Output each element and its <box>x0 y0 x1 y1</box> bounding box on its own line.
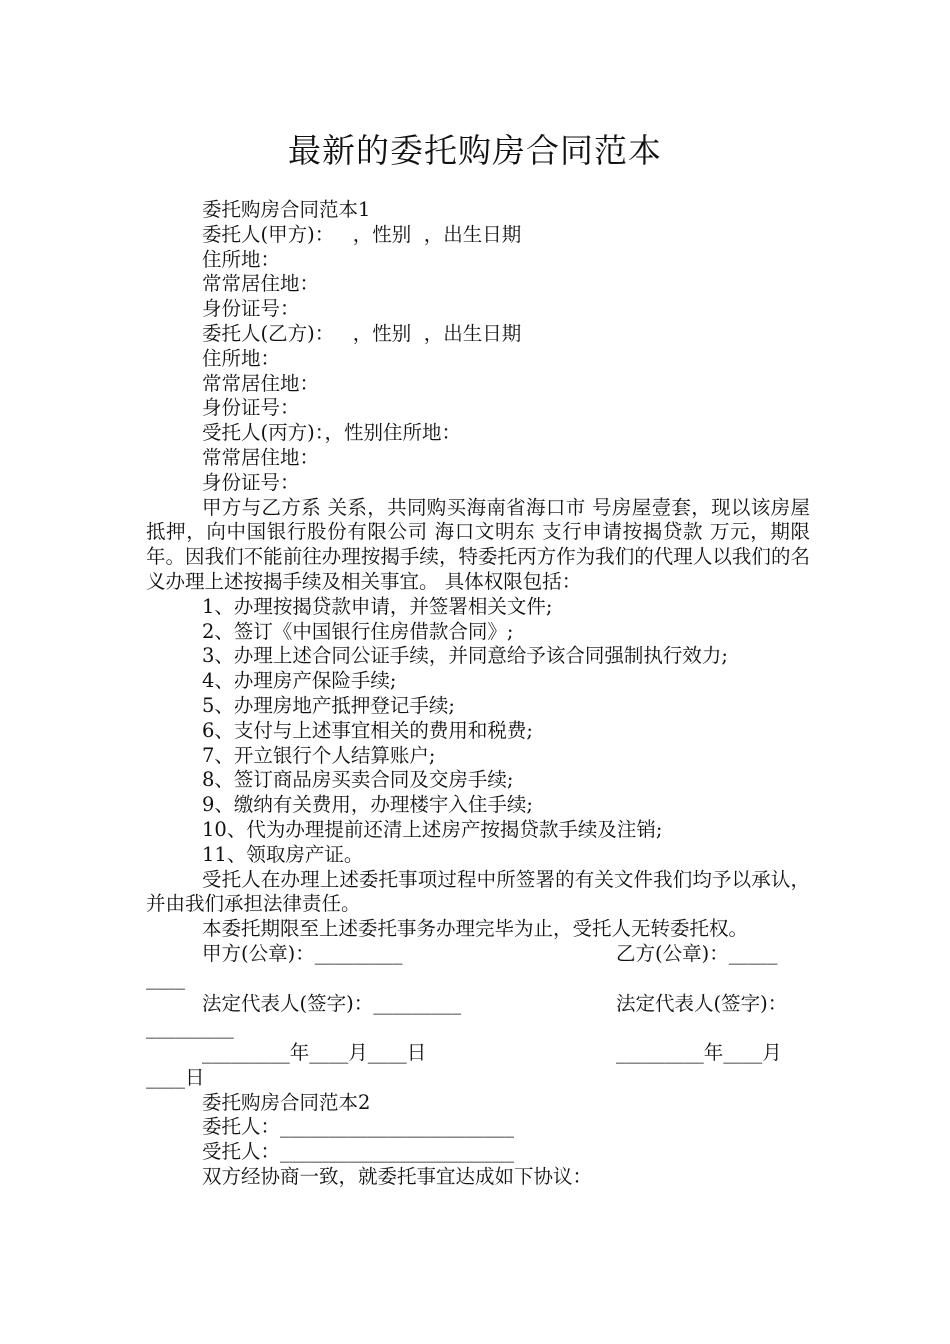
list-item: 3、办理上述合同公证手续，并同意给予该合同强制执行效力; <box>202 644 728 668</box>
seal-row <box>146 942 810 967</box>
list-item: 2、签订《中国银行住房借款合同》; <box>202 619 514 643</box>
list-item: 11、领取房产证。 <box>202 842 364 866</box>
date-row <box>146 1041 810 1066</box>
party-a-residence: 常常居住地： <box>202 272 320 296</box>
party-b-representative-tail: _________ <box>146 1016 234 1040</box>
party-c-principal: 受托人(丙方)：，性别住所地： <box>202 421 461 445</box>
party-c-residence: 常常居住地： <box>202 445 320 469</box>
party-b-seal-tail: ____ <box>146 966 185 990</box>
party-b-id: 身份证号： <box>202 396 300 420</box>
party-b-principal: 委托人(乙方)： ，性别 ，出生日期 <box>202 321 522 345</box>
list-item: 10、代为办理提前还清上述房产按揭贷款手续及注销; <box>202 817 663 841</box>
party-a-date: _________年____月____日 <box>202 1041 427 1065</box>
party-a-representative: 法定代表人(签字)：_________ <box>202 991 461 1015</box>
party-b-seal: 乙方(公章)：_____ <box>616 941 778 965</box>
agent-line: 受托人：________________________ <box>202 1140 515 1164</box>
party-b-residence: 常常居住地： <box>202 371 320 395</box>
agreement-intro: 双方经协商一致，就委托事宜达成如下协议： <box>202 1165 593 1189</box>
section-heading-1: 委托购房合同范本1 <box>202 198 371 221</box>
party-b-date: _________年____月 <box>616 1041 782 1065</box>
party-a-id: 身份证号： <box>202 297 300 321</box>
party-b-representative: 法定代表人(签字)： <box>616 991 788 1015</box>
list-item: 6、支付与上述事宜相关的费用和税费; <box>202 718 533 742</box>
party-c-id: 身份证号： <box>202 470 300 494</box>
list-item: 9、缴纳有关费用，办理楼宇入住手续; <box>202 793 533 817</box>
party-a-principal: 委托人(甲方)： ，性别 ，出生日期 <box>202 222 522 246</box>
principal-line: 委托人：________________________ <box>202 1115 515 1139</box>
list-item: 5、办理房地产抵押登记手续; <box>202 693 455 717</box>
party-a-domicile: 住所地： <box>202 247 281 271</box>
page-title: 最新的委托购房合同范本 <box>288 131 662 170</box>
acknowledge-paragraph: 受托人在办理上述委托事项过程中所签署的有关文件我们均予以承认，并由我们承担法律责任。 <box>146 867 810 916</box>
document-body <box>146 198 810 1190</box>
list-item: 1、办理按揭贷款申请，并签署相关文件; <box>202 594 553 618</box>
intro-paragraph: 甲方与乙方系 关系，共同购买海南省海口市 号房屋壹套，现以该房屋抵押，向中国银行股份有限公司 海口文明东 支行申请按揭贷款 万元，期限年。因我们不能前往办理按揭手续，特委托丙方作为我们的代理人以我们的名义办理上述按揭手续及相关事宜。 具体权限包括： <box>146 495 810 593</box>
term-paragraph: 本委托期限至上述委托事务办理完毕为止，受托人无转委托权。 <box>202 917 749 941</box>
representative-row <box>146 992 810 1017</box>
list-item: 8、签订商品房买卖合同及交房手续; <box>202 768 514 792</box>
list-item: 4、办理房产保险手续; <box>202 669 397 693</box>
list-item: 7、开立银行个人结算账户; <box>202 743 436 767</box>
party-b-date-tail: ____日 <box>146 1065 205 1089</box>
party-a-seal: 甲方(公章)：_________ <box>202 941 403 965</box>
section-heading-2: 委托购房合同范本2 <box>202 1090 371 1114</box>
party-b-domicile: 住所地： <box>202 346 281 370</box>
